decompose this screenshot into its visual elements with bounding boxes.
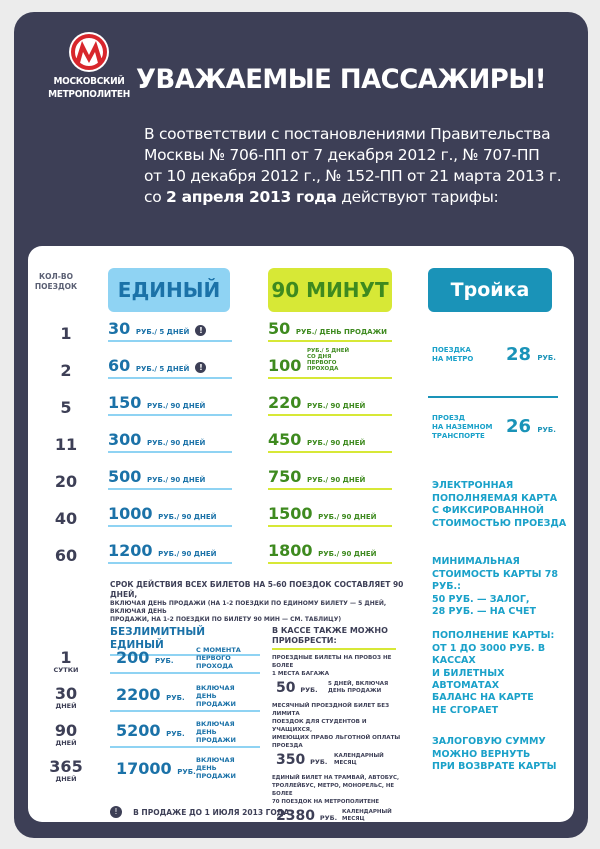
edinyi-value: 300: [108, 430, 142, 449]
intro-line4: [144, 187, 574, 208]
edinyi-value: 1200: [108, 541, 153, 560]
intro-date: 2 апреля 2013 года: [166, 188, 337, 206]
troika-metro-rub: РУБ.: [537, 354, 556, 362]
unlimited-price: [116, 685, 185, 704]
edinyi-row: [108, 464, 232, 490]
unlimited-note: ДЕНЬ: [196, 764, 217, 772]
m90-value: 1500: [268, 504, 313, 523]
m90-price: [268, 541, 377, 560]
unlimited-note: ДЕНЬ: [196, 692, 217, 700]
unlimited-row: [110, 752, 260, 784]
kassa-note: ДЕНЬ ПРОДАЖИ: [328, 687, 382, 694]
unlimited-note: ВКЛЮЧАЯ: [196, 720, 235, 728]
logo-line2: МЕТРОПОЛИТЕН: [48, 89, 130, 100]
m90-value: 220: [268, 393, 302, 412]
troika-ecard: [432, 480, 572, 530]
unlimited-qty-value: 90: [54, 721, 78, 740]
troika-topup-line: ОТ 1 ДО 3000 РУБ. В КАССАХ: [432, 642, 546, 666]
m90-row: [268, 390, 392, 416]
edinyi-unit: РУБ./ 5 ДНЕЙ: [135, 328, 190, 336]
edinyi-price: [108, 319, 206, 338]
validity-line1: СРОК ДЕЙСТВИЯ ВСЕХ БИЛЕТОВ НА 5-60 ПОЕЗДОК СОСТАВЛЯЕТ 90 ДНЕЙ,: [110, 580, 404, 599]
unlimited-note: ВКЛЮЧАЯ: [196, 756, 235, 764]
page-title: УВАЖАЕМЫЕ ПАССАЖИРЫ!: [136, 64, 547, 95]
unlimited-price-rub: РУБ.: [166, 730, 185, 738]
intro-line2: Москвы № 706-ПП от 7 декабря 2012 г., № 707-ПП: [144, 146, 540, 164]
m90-row: [268, 316, 392, 342]
qty-value: 2: [60, 361, 72, 380]
edinyi-unit: РУБ./ 90 ДНЕЙ: [146, 402, 206, 410]
m90-row: [268, 501, 392, 527]
edinyi-price: [108, 541, 217, 560]
troika-ground-label: ПРОЕЗД: [432, 414, 465, 422]
kassa-section: [272, 626, 412, 826]
edinyi-price: [108, 504, 217, 523]
kassa-title1: В КАССЕ ТАКЖЕ МОЖНО: [272, 626, 388, 635]
unlimited-qty-value: 1: [60, 648, 72, 667]
m90-unit: РУБ./ ДЕНЬ ПРОДАЖИ: [295, 328, 388, 336]
edinyi-price: [108, 467, 205, 486]
m90-unit: РУБ./ 90 ДНЕЙ: [318, 513, 377, 521]
m90-price: [268, 348, 359, 375]
unlimited-qty: [46, 723, 86, 747]
unlimited-price: [116, 648, 174, 667]
unlimited-note: ДЕНЬ: [196, 728, 217, 736]
troika-metro: [428, 344, 558, 398]
unlimited-price-rub: РУБ.: [177, 768, 196, 776]
troika-ground-value: 26: [506, 416, 532, 437]
troika-ecard-line: С ФИКСИРОВАННОЙ: [432, 505, 544, 516]
troika-ground-rub: РУБ.: [537, 426, 556, 434]
unlimited-note: ПЕРВОГО: [196, 654, 231, 662]
troika-ecard-line: ПОПОЛНЯЕМАЯ КАРТА: [432, 492, 558, 504]
unlimited-qty-value: 30: [54, 684, 78, 703]
edinyi-unit: РУБ./ 90 ДНЕЙ: [158, 513, 217, 521]
unlimited-note: ПРОХОДА: [196, 662, 234, 670]
m90-price: [268, 430, 365, 449]
troika-ecard-line: СТОИМОСТЬЮ ПРОЕЗДА: [432, 517, 567, 529]
unlimited-price: [116, 721, 185, 740]
unlimited-qty-unit: ДНЕЙ: [55, 739, 77, 747]
kassa-note: МЕСЯЦ: [342, 815, 365, 822]
edinyi-row: [108, 427, 232, 453]
unlimited-price: [116, 759, 196, 778]
unlimited-note: С МОМЕНТА: [196, 646, 241, 654]
kassa-desc: ТРОЛЛЕЙБУС, МЕТРО, МОНОРЕЛЬС, НЕ БОЛЕЕ: [272, 783, 395, 797]
kassa-price-rub: РУБ.: [319, 814, 338, 822]
exclamation-icon: !: [195, 362, 206, 373]
unlimited-row: [110, 644, 260, 674]
exclamation-icon: !: [195, 325, 206, 336]
unlimited-price-value: 2200: [116, 685, 161, 704]
edinyi-unit: РУБ./ 90 ДНЕЙ: [146, 476, 206, 484]
troika-metro-value: 28: [506, 344, 532, 365]
unlimited-note: ВКЛЮЧАЯ: [196, 684, 235, 692]
validity-line2: ВКЛЮЧАЯ ДЕНЬ ПРОДАЖИ (НА 1-2 ПОЕЗДКИ ПО ЕДИНОМУ БИЛЕТУ — 5 ДНЕЙ, ВКЛЮЧАЯ ДЕНЬ: [110, 600, 387, 615]
kassa-note: МЕСЯЦ: [334, 759, 357, 766]
troika-deposit-line: МОЖНО ВЕРНУТЬ: [432, 748, 531, 760]
m90-unit: РУБ./ 90 ДНЕЙ: [306, 476, 366, 484]
troika-balance-line: НЕ СГОРАЕТ: [432, 704, 499, 716]
troika-ground-label: НА НАЗЕМНОМ: [432, 423, 493, 431]
edinyi-value: 30: [108, 319, 131, 338]
unlimited-row: [110, 680, 260, 712]
unlimited-note: ПРОДАЖИ: [196, 736, 236, 744]
troika-metro-price: [506, 344, 556, 365]
kassa-price-value: 50: [276, 680, 296, 696]
qty-value: 11: [54, 435, 78, 454]
footnote: [110, 800, 289, 819]
qty-header-l2: ПОЕЗДОК: [34, 282, 78, 291]
unlimited-price-value: 5200: [116, 721, 161, 740]
footnote-text: В ПРОДАЖЕ ДО 1 ИЮЛЯ 2013 ГОДА: [133, 808, 290, 817]
troika-mincost-line: 50 РУБ. — ЗАЛОГ,: [432, 593, 530, 605]
qty-value: 1: [60, 324, 72, 343]
unlimited-note: ПРОДАЖИ: [196, 772, 236, 780]
m90-value: 1800: [268, 541, 313, 560]
m90-row: [268, 464, 392, 490]
troika-ground-price: [506, 416, 556, 437]
troika-deposit: [432, 736, 572, 774]
kassa-price-value: 2380: [276, 808, 315, 824]
metro-m-logo-icon: [67, 30, 111, 74]
kassa-desc: ИМЕЮЩИХ ПРАВО ЛЬГОТНОЙ ОПЛАТЫ ПРОЕЗДА: [272, 735, 401, 749]
qty-value: 60: [54, 546, 78, 565]
m90-unit: РУБ./ 90 ДНЕЙ: [306, 439, 366, 447]
troika-ground: [428, 414, 558, 454]
m90-row: [268, 427, 392, 453]
edinyi-value: 150: [108, 393, 142, 412]
kassa-price: [276, 680, 318, 696]
tariff-card: [28, 246, 574, 822]
metro-logo: [44, 30, 134, 100]
m90-unit: РУБ./ 5 ДНЕЙ СО ДНЯ ПЕРВОГО ПРОХОДА: [306, 348, 350, 372]
edinyi-value: 500: [108, 467, 142, 486]
exclamation-icon: !: [110, 806, 122, 818]
edinyi-value: 60: [108, 356, 131, 375]
kassa-desc: ПОЕЗДОК ДЛЯ СТУДЕНТОВ И УЧАЩИХСЯ,: [272, 719, 367, 733]
edinyi-unit: РУБ./ 90 ДНЕЙ: [158, 550, 217, 558]
edinyi-row: [108, 538, 232, 564]
edinyi-price: [108, 393, 205, 412]
edinyi-row: [108, 316, 232, 342]
kassa-price: [276, 752, 327, 768]
m90-price: [268, 393, 365, 412]
kassa-desc: МЕСЯЧНЫЙ ПРОЕЗДНОЙ БИЛЕТ БЕЗ ЛИМИТА: [272, 703, 390, 717]
qty-header-l1: КОЛ-ВО: [39, 272, 73, 281]
unlimited-note: ПРОДАЖИ: [196, 700, 236, 708]
kassa-item1: [272, 654, 400, 698]
troika-mincost-line: МИНИМАЛЬНАЯ: [432, 556, 520, 567]
troika-deposit-line: ПРИ ВОЗВРАТЕ КАРТЫ: [432, 761, 557, 772]
kassa-note: 5 ДНЕЙ, ВКЛЮЧАЯ: [328, 681, 389, 687]
unlimited-qty-unit: СУТКИ: [53, 666, 79, 674]
edinyi-unit: РУБ./ 5 ДНЕЙ: [135, 365, 190, 373]
unlimited-qty: [46, 650, 86, 674]
troika-topup-line: И БИЛЕТНЫХ АВТОМАТАХ: [432, 667, 505, 691]
m90-unit: РУБ./ 90 ДНЕЙ: [306, 402, 366, 410]
tariff-troika-header: Тройка: [428, 268, 552, 312]
m90-value: 750: [268, 467, 302, 486]
edinyi-unit: РУБ./ 90 ДНЕЙ: [146, 439, 206, 447]
edinyi-price: [108, 356, 206, 375]
qty-header: [34, 272, 78, 292]
troika-ground-label: ТРАНСПОРТЕ: [432, 432, 485, 440]
m90-price: [268, 504, 377, 523]
logo-line1: МОСКОВСКИЙ: [53, 76, 125, 87]
troika-mincost-line: СТОИМОСТЬ КАРТЫ 78 РУБ.:: [432, 568, 558, 592]
kassa-price-rub: РУБ.: [300, 686, 318, 694]
troika-topup: [432, 630, 574, 693]
validity-note: [110, 580, 410, 624]
troika-mincost: [432, 556, 574, 619]
kassa-item3: [272, 774, 408, 826]
troika-mincost-line: 28 РУБ. — НА СЧЕТ: [432, 606, 537, 617]
kassa-price-value: 350: [276, 752, 306, 768]
qty-value: 40: [54, 509, 78, 528]
unlimited-qty-value: 365: [49, 757, 83, 776]
tariff-edinyi-header: ЕДИНЫЙ: [108, 268, 230, 312]
unlimited-qty-unit: ДНЕЙ: [55, 702, 77, 710]
kassa-note: КАЛЕНДАРНЫЙ: [342, 809, 392, 815]
m90-row: [268, 348, 392, 379]
qty-value: 20: [54, 472, 78, 491]
troika-deposit-line: ЗАЛОГОВУЮ СУММУ: [432, 736, 546, 747]
kassa-desc: ЕДИНЫЙ БИЛЕТ НА ТРАМВАЙ, АВТОБУС,: [272, 775, 400, 781]
m90-unit: РУБ./ 90 ДНЕЙ: [318, 550, 377, 558]
edinyi-row: [108, 390, 232, 416]
unlimited-row: [110, 716, 260, 748]
intro-line1: В соответствии с постановлениями Правительства: [144, 125, 551, 143]
kassa-title2: ПРИОБРЕСТИ:: [272, 636, 396, 650]
poster: [14, 12, 588, 838]
unlimited-qty: [44, 759, 88, 783]
kassa-item2: [272, 702, 402, 770]
troika-metro-label: ПОЕЗДКА: [432, 346, 471, 354]
m90-price: [268, 319, 387, 338]
kassa-desc: 1 МЕСТА БАГАЖА: [272, 671, 330, 677]
troika-topup-line: ПОПОЛНЕНИЕ КАРТЫ:: [432, 630, 555, 641]
intro-line4-post: действуют тарифы:: [336, 188, 499, 206]
edinyi-value: 1000: [108, 504, 153, 523]
qty-value: 5: [60, 398, 72, 417]
m90-value: 100: [268, 356, 302, 375]
unlimited-price-rub: РУБ.: [166, 694, 185, 702]
troika-balance: [432, 692, 572, 717]
unlimited-qty-unit: ДНЕЙ: [55, 775, 77, 783]
troika-ecard-line: ЭЛЕКТРОННАЯ: [432, 480, 514, 491]
validity-line3: ПРОДАЖИ, НА 1-2 ПОЕЗДКИ ПО БИЛЕТУ 90 МИН — СМ. ТАБЛИЦУ): [110, 616, 342, 623]
kassa-desc: 70 ПОЕЗДОК НА МЕТРОПОЛИТЕНЕ: [272, 799, 380, 805]
unlimited-qty: [46, 686, 86, 710]
troika-metro-label: НА МЕТРО: [432, 355, 474, 363]
m90-value: 50: [268, 319, 291, 338]
kassa-desc: ПРОЕЗДНЫЕ БИЛЕТЫ НА ПРОВОЗ НЕ БОЛЕЕ: [272, 655, 392, 669]
m90-price: [268, 467, 365, 486]
intro-line4-pre: со: [144, 188, 167, 206]
unlimited-title: БЕЗЛИМИТНЫЙ ЕДИНЫЙ: [110, 626, 260, 656]
intro-line3: от 10 декабря 2012 г., № 152-ПП от 21 марта 2013 г.: [144, 167, 562, 185]
edinyi-row: [108, 501, 232, 527]
edinyi-row: [108, 353, 232, 379]
tariff-90min-header: 90 МИНУТ: [268, 268, 392, 312]
intro-text: [144, 124, 574, 208]
troika-balance-line: БАЛАНС НА КАРТЕ: [432, 692, 534, 703]
unlimited-price-value: 17000: [116, 759, 172, 778]
edinyi-price: [108, 430, 205, 449]
m90-value: 450: [268, 430, 302, 449]
m90-row: [268, 538, 392, 564]
unlimited-price-rub: РУБ.: [154, 657, 174, 665]
kassa-note: КАЛЕНДАРНЫЙ: [334, 753, 384, 759]
kassa-price-rub: РУБ.: [310, 758, 328, 766]
unlimited-price-value: 200: [116, 648, 150, 667]
